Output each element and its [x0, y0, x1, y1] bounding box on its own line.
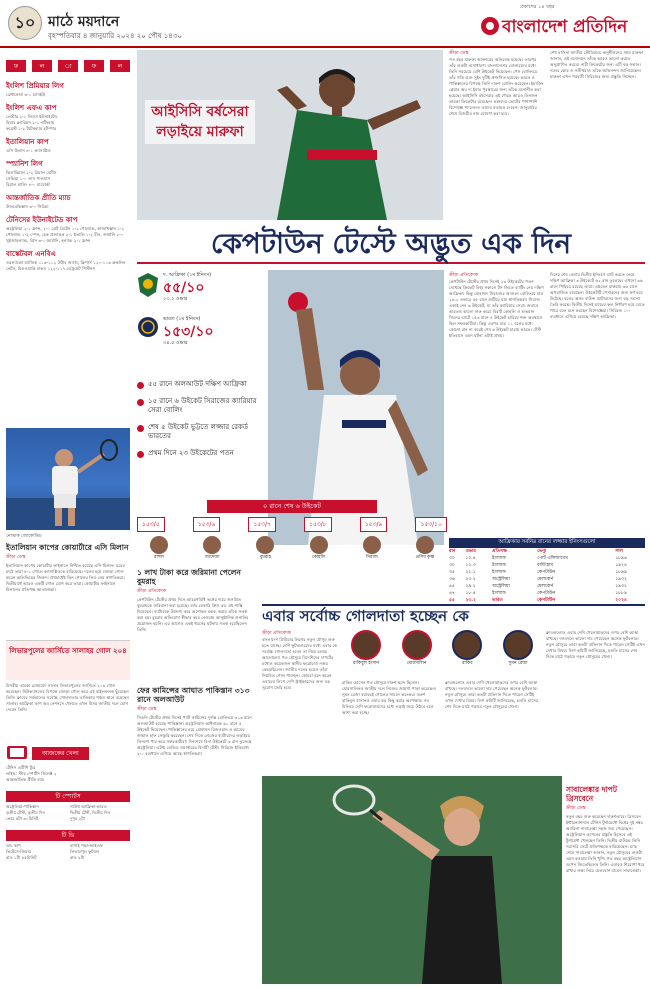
table-row: ৩০ ১২.৪ ইংল্যান্ড পোর্ট এলিজাবেথ ১৮৯৬	[449, 556, 627, 561]
result-item	[6, 136, 130, 154]
djokovic-photo	[6, 428, 130, 530]
story-headline[interactable]: সাবালেঙ্কার দাপট ব্রিসবেনে	[566, 785, 617, 803]
main-story-body	[449, 272, 645, 534]
story-body: ক্লাবগুলোও এবার দেশি খেলোয়াড়দের ওপর বেশি আস্থা রাখছে। দলবদলে ভালো দাম পেয়েছেন অনেক ফুটবলার। নতুন মৌসুমে তারা কতটা প্রতিদান দিতে পারেন সেটিই এখন দেখার বিষয়। লিগ কমিটি জানিয়েছে, চলতি মাসের শেষ দিকে মাঠে গড়াবে নতুন মৌসুমের খেলা।	[546, 630, 645, 659]
goal-story-col1	[262, 630, 338, 770]
tv-program: বাসাই পদ্মা-আইএফ লিভারপুল ফুটবল রাত ২টা	[70, 843, 103, 860]
bullet-icon	[137, 399, 144, 406]
story-source: ক্রীড়া প্রতিবেদক	[262, 631, 291, 636]
data-table	[449, 548, 645, 604]
fow-player: জাদেজা	[190, 536, 234, 561]
player-card: মোরসালিন	[393, 630, 441, 676]
story-source: ক্রীড়া ডেস্ক	[6, 555, 26, 560]
key-points	[137, 380, 265, 500]
story-body: কেপটাউন টেস্টের প্রথম দিনেই ২৩ উইকেটের পতন দেখেছে ক্রিকেট বিশ্ব। সকালে টস জিতে ব্যাটিং নেয় দক্ষিণ আফ্রিকা। কিন্তু মোহাম্মদ সিরাজের আগুনে বোলিংয়ে মাত্র ২৩.২ ওভারে ৫৫ রানে গুটিয়ে যায় স্বাগতিকরা। সিরাজ একাই নেন ৬ উইকেট, যা তাঁর ক্যারিয়ার সেরা। জবাবে ভারতও ভালো শুরু করে। বিরাট কোহলি ও শুভমান গিলের ব্যাটে ১৫৩ রানে ৪ উইকেট হারিয়ে শক্ত অবস্থানে ছিল সফরকারীরা। কিন্তু এরপর মাত্র ১১ বলের মধ্যে কোনো রান না করেই শেষ ৬ উইকেট হারায় ভারত। টেস্ট ইতিহাসে এমন ঘটনা এটাই প্রথম।	[449, 279, 544, 338]
sidebar-tab: ফ	[84, 60, 104, 72]
sabalenka-photo	[262, 776, 562, 984]
table-header-row: রান ওভার প্রতিপক্ষ ভেন্যু সাল	[449, 549, 623, 554]
salah-box	[6, 640, 130, 680]
result-item	[6, 248, 130, 272]
player-avatar	[452, 630, 482, 660]
result-item	[6, 102, 130, 132]
story-source: ক্রীড়া ডেস্ক	[137, 707, 157, 712]
result-title: টেনিসের ইউনাইটেড কাপ	[6, 216, 78, 224]
sabalenka-story	[566, 785, 646, 984]
table-row: ৫৫ ২৩.২ ভারত কেপটাউন ২০২৪	[449, 598, 627, 603]
result-item	[6, 80, 130, 98]
tv-program: সাউথ আফ্রিকা-ভারত দ্বিতীয় টেস্ট, দ্বিতীয় দিন দুপুর ২টা	[70, 804, 110, 821]
innings-label: (১ম ইনিংস)	[176, 316, 201, 322]
team-overs: ৩৪.৫ ওভার	[163, 340, 188, 346]
fow-player: সিরাজ	[350, 536, 394, 561]
dateline: বৃহস্পতিবার ৪ জানুয়ারি ২০২৪ ২০ পৌষ ১৪৩০	[48, 32, 182, 40]
innings-label: (১ম ইনিংস)	[187, 272, 212, 278]
main-headline-bar	[137, 226, 645, 264]
section-name: মাঠে ময়দানে	[48, 14, 120, 30]
result-title: স্প্যানিশ লিগ	[6, 160, 43, 168]
key-point: ১৫ রানে ৬ উইকেট সিরাজের ক্যারিয়ার সেরা বোলিং	[137, 397, 265, 415]
story-headline[interactable]: ১ লাখ টাকা করে জরিমানা পেলেন বুমরাহ	[137, 568, 241, 586]
story-body: ইতালিয়ান কাপের কোয়ার্টার ফাইনালে নিশ্চিত হয়েছে এসি মিলান। ঘরের মাঠে তারা ৪-১ গোলে ক্যাসাগ্লিওকে হারিয়েছে। দলের হয়ে জোড়া গোল করেন অলিভিয়ের জিরুদ। প্রথমার্ধেই তিন গোলের লিড নেয় স্বাগতিকরা। দ্বিতীয়ার্ধে আরও একটি গোল যোগ করে তারা। কোয়ার্টার ফাইনালে মিলানের প্রতিপক্ষ আতালান্তা।	[6, 563, 125, 592]
table-title: আফ্রিকার সর্বনিম্ন রানের লজ্জার ইনিংসগুলো	[449, 538, 645, 548]
key-point: ৫৫ রানে অলআউট দক্ষিণ আফ্রিকা	[137, 380, 265, 389]
result-item	[6, 192, 130, 210]
goal-players	[342, 630, 542, 676]
tv-line: লাইভ: স্টার স্পোর্টস সিলেক্ট ২	[6, 771, 57, 776]
team-score: ৫৫/১০	[163, 280, 205, 296]
story-body: নতুন বছর শুরু করেছেন দারুণভাবে। ব্রিসবেন ইন্টারন্যাশনাল টেনিস টুর্নামেন্টে বিশ্বের দুই নম্বর অ্যারিনা সাবালেঙ্কা সহজ জয় পেয়েছেন। অস্ট্রেলিয়ান ওপেনের প্রস্তুতি হিসেবে এই টুর্নামেন্ট খেলছেন তিনি। দ্বিতীয় রাউন্ডে তিনি সরাসরি সেটে প্রতিপক্ষকে হারিয়েছেন। ম্যাচ শেষে সাবালেঙ্কা জানান, নতুন মৌসুমের শুরুটা এমন হওয়ায় তিনি খুশি। গত বছর অস্ট্রেলিয়ান ওপেন জিতেছিলেন তিনি। এবারও শিরোপা ধরে রাখার লক্ষ্য নিয়ে মেলবোর্ন যাবেন সাবালেঙ্কা।	[566, 814, 645, 873]
team2-score	[137, 316, 267, 348]
india-crest-icon	[137, 316, 159, 338]
story-body: কেপটাউন টেস্টের প্রথম দিনে আচরণবিধি ভঙ্গের দায়ে জসপ্রিত বুমরাহকে জরিমানা করা হয়েছে। ম্যাচ রেফারি ক্রিস ব্রড এই শাস্তি দিয়েছেন। ব্যাটারকে উদ্দেশ্য করে অশোভন মন্তব্য করায় তাঁকে সতর্ক করা হয়। বুমরাহ অভিযোগ স্বীকার করে নেওয়ায় আনুষ্ঠানিক শুনানির প্রয়োজন হয়নি। এর আগেও একই ধরনের ঘটনায় সতর্ক হয়েছিলেন তিনি।	[137, 597, 249, 632]
team1-score	[137, 272, 267, 304]
fow-score: ১৫৩/৮	[304, 517, 332, 532]
table-row: ৩৫ ২২.১ ইংল্যান্ড কেপটাউন ১৮৯৯	[449, 570, 627, 575]
team-name: ভারত	[163, 316, 175, 322]
fow-player: প্রসিধ কৃষ্ণ	[403, 536, 447, 561]
key-point: শেষ ৫ উইকেট ভুট্টতে লজ্জার রেকর্ড ভারতের	[137, 423, 265, 441]
results-list	[6, 80, 130, 425]
marufa-tag[interactable]: আইসিসি বর্ষসেরা লড়াইয়ে মারুফা	[145, 100, 255, 144]
tv-program: অস্ট্রেলিয়া-পাকিস্তান তৃতীয় টেস্ট, তৃতীয় দিন ভোর ৫টা ৩০মিনিট	[6, 804, 45, 821]
goal-headline[interactable]: এবার সর্বোচ্চ গোলদাতা হচ্ছেন কে	[262, 607, 469, 625]
story-source: ক্রীড়া প্রতিবেদক	[137, 589, 166, 594]
sidebar-header-tabs	[6, 60, 130, 74]
masthead-logo[interactable]	[480, 4, 642, 44]
player-avatar	[203, 536, 221, 554]
fow-score: ১৫৩/৬	[193, 517, 221, 532]
table-row: ৪৫ ২৯.২ অস্ট্রেলিয়া মেলবোর্ন ১৯৩২	[449, 584, 627, 589]
sidebar-tab: া	[58, 60, 78, 72]
result-text: অস্ট্রেলিয়া ২-১ ফ্রান্স, ২-০ গ্রেট ব্রিটেন ১-২ পোল্যান্ড, কাজাখস্তান ১-২ পোল্যান্ড ১-২ স্পেন, চেক প্রজাতন্ত্র ২-১ ইতালি ১-২ চীন, জার্মানি ২-০ সুইজারল্যান্ড, গ্রিস ৩-০ জার্মানি, হল্যান্ড ২-১ ফ্রান্স	[6, 226, 125, 243]
result-text: লেস্টার ২-১ লিডস ইউনাইটেড হিয়ার ক্ল্যারিয়ন ২-১ নটিংহাম ফরেস্ট ১-২ টটেনহ্যাম হটস্পার	[6, 114, 58, 131]
pakistan-story	[137, 686, 255, 786]
team-overs: ২৩.২ ওভার	[163, 296, 188, 302]
logo-text: বাংলাদেশ প্রতিদিন	[502, 17, 628, 37]
page-number-badge: ১০	[8, 6, 42, 40]
player-avatar	[416, 536, 434, 554]
team-score: ১৫৩/১০	[163, 324, 214, 340]
goal-story-cols	[342, 680, 542, 770]
story-body: শেখ হাসিনা জাতীয় স্টেডিয়ামে অনুশীলনের সময় মারুফা জানান, এই মনোনয়ন তাঁকে আরও ভালো করতে অনুপ্রাণিত করবে। নারী ক্রিকেটের জন্য এটি বড় সম্মান। দলের কোচ ও সতীর্থরাও তাঁকে অভিনন্দন জানিয়েছেন। মারুফা এখন পরবর্তী সিরিজের জন্য প্রস্তুতি নিচ্ছেন।	[550, 50, 644, 79]
tv-channel-header: টি ভি	[6, 830, 130, 841]
tv-header	[6, 744, 130, 762]
tv-program: ডাচ কাপ ভিটেসে-জিয়ার রাত ১টা ৪৫মিনিট	[6, 843, 37, 860]
result-title: ইংলিশ এফএ কাপ	[6, 104, 57, 112]
result-text: এসি মিলান ৪-১ ক্যাসাগ্লিও	[6, 148, 51, 153]
table-row: ৩৬ ২৩.২ অস্ট্রেলিয়া মেলবোর্ন ১৯৩২	[449, 577, 627, 582]
fow-score: ১৫৩/৯	[360, 517, 388, 532]
marufa-story	[449, 50, 645, 225]
fow-score: ১৫৩/১০	[415, 517, 447, 532]
table-row: ৪৭ ১৮.৪ ইংল্যান্ড কেপটাউন ১৮৮৯	[449, 591, 627, 596]
photo-caption: নোভাক জোকোভিচ	[6, 534, 42, 539]
result-title: আন্তর্জাতিক প্রীতি ম্যাচ	[6, 194, 71, 202]
key-point: প্রথম দিনে ২৩ উইকেটের পতন	[137, 449, 265, 458]
fow-score: ১৫৩/৫	[137, 517, 165, 532]
player-avatar	[402, 630, 432, 660]
logo-emblem-icon	[480, 16, 500, 36]
story-body: মিসরীয় তারকা মোহামেদ সালাহ লিভারপুলের জার্সিতে ২০৪ গোল করেছেন। নিউক্যাসলের বিপক্ষে জোড়া গোল করে এই মাইলফলক ছুঁয়েছেন তিনি। ক্লাবের সর্বকালের সর্বোচ্চ গোলদাতার তালিকায় পঞ্চম স্থানে রয়েছেন সালাহ। আফ্রিকা কাপ অব নেশনসে খেলতে এখন মিসর জাতীয় দলে যোগ দেবেন তিনি।	[6, 683, 129, 712]
fall-of-wickets	[137, 500, 447, 566]
story-body: বাংলাদেশ প্রিমিয়ার লিগের নতুন মৌসুম শুরু হতে যাচ্ছে। দেশি ফুটবলারদের মধ্যে এবার কে সর্বোচ্চ গোলদাতা হবেন তা নিয়ে চলছে আলোচনা। গত মৌসুমে বিদেশিদের দাপটের মধ্যেও কয়েকজন স্থানীয় ফরোয়ার্ড নজর কেড়েছিলেন। জাতীয় দলের হয়েও তাঁরা নিয়মিত গোল পাচ্ছেন। কোচরা মনে করেন এবারের লিগে দেশি স্ট্রাইকারদের জন্য বড় সুযোগ তৈরি হবে।	[262, 637, 338, 690]
result-title: বাস্কেটবল এনবিএ	[6, 250, 56, 258]
story-body: দিনের শেষ বেলায় দ্বিতীয় ইনিংসে ব্যাট করতে নেমে দক্ষিণ আফ্রিকা ৩ উইকেটে ৬২ রান তুলেছে। এখনো ৩৬ রানে পিছিয়ে রয়েছে তারা। এইডেন মার্করাম ৩৬ রানে অপরাজিত রয়েছেন। উইকেটটি পেসারদের জন্য স্বর্গ হয়ে উঠেছে। বলের অসম বাউন্স ব্যাটারদের জন্য বড় সমস্যা তৈরি করছে। দ্বিতীয় দিনেই ম্যাচের ফল নির্ধারণ হয়ে যেতে পারে বলে মনে করছেন বিশেষজ্ঞরা। সিরিজে ১-০ ব্যবধানে এগিয়ে রয়েছে দক্ষিণ আফ্রিকা।	[550, 272, 645, 319]
main-headline[interactable]: কেপটাউন টেস্টে অদ্ভুত এক দিন	[210, 227, 572, 260]
result-item	[6, 214, 130, 244]
story-source: ক্রীড়া প্রতিবেদক	[449, 273, 478, 278]
sidebar-tab: ল	[32, 60, 52, 72]
result-text: ব্রেন্টফোর্ড ৩-১ ম্যানইউ	[6, 92, 46, 97]
story-body: সিডনি টেস্টের প্রথম দিনেই প্যাট কামিন্সের দুর্দান্ত বোলিংয়ে ৩১৩ রানে অলআউট হয়েছে পাকিস্তান। অস্ট্রেলিয়ান অধিনায়ক ৬১ রানে ৫ উইকেট নিয়েছেন। পাকিস্তানের হয়ে মোহাম্মদ রিজওয়ান ও আমের জামাল হাফ সেঞ্চুরি করেছেন। শেষ দিকে লেজের ব্যাটারদের লড়াইয়ে তিনশো পার করে সফরকারীরা। দিনশেষে বিনা উইকেটে ৬ রান তুলেছে অস্ট্রেলিয়া। এটাই ডেভিড ওয়ার্নারের বিদায়ী টেস্ট। সিরিজে ইতিমধ্যে ২-০ ব্যবধানে এগিয়ে আছে স্বাগতিকরা।	[137, 715, 252, 756]
scoreboard	[137, 272, 267, 372]
story-headline[interactable]: লিভারপুলের জার্সিতে সালাহর গোল ২০৪	[9, 647, 127, 655]
player-card: রাকিবুল হাসান	[342, 630, 390, 676]
fow-players	[137, 536, 447, 561]
player-avatar	[363, 536, 381, 554]
fow-player: বুমরাহ	[243, 536, 287, 561]
player-card: সুমন রেজা	[494, 630, 542, 676]
result-text: উজবেকিস্তান ৩-০ সিরিয়া	[6, 204, 49, 209]
fow-player: রাহুল	[137, 536, 181, 561]
player-avatar	[150, 536, 168, 554]
fow-player: কোহলি	[297, 536, 341, 561]
story-headline[interactable]: ফের কামিন্সের আঘাত পাকিস্তান ৩১৩ রানে অলআউট	[137, 686, 250, 704]
fow-score: ১৫৩/৭	[248, 517, 276, 532]
player-avatar	[256, 536, 274, 554]
sidebar-tab: ফ	[6, 60, 26, 72]
story-body: গত বছর মারুফা আক্তারের অভিষেক হয়েছে। তারপর তাঁর শুরুটা অসাধারণ। বাংলাদেশের বোলারদের মধ্যে তিনি সবচেয়ে বেশি উইকেট নিয়েছেন। পেস বোলিংয়ে তাঁর গতি এবং সুইং দুটিই প্রশংসিত হয়েছে। ভারত ও পাকিস্তানের বিপক্ষে তিনি দারুণ বোলিং করেছেন। ইমার্জিং প্লেয়ার অব দ্য ইয়ার পুরস্কারের জন্য তাঁকে মনোনীত করা হয়েছে। আইসিসি বর্ষসেরার এই দৌড়ে আরও তিনজন তারকা ক্রিকেটার রয়েছেন। ভক্তদের ভোটের পাশাপাশি বিশেষজ্ঞ প্যানেলও তাদের মতামত দেবেন। জানুয়ারির শেষে বিজয়ীর নাম ঘোষণা করা হবে।	[449, 57, 544, 116]
result-text: ভিলারিয়াল ২-২ রিয়াল বেটিস সেভিয়া ১-০ লাস পালমাস রিয়াল মাদ্রিদ ৪-০ মায়োর্কা	[6, 170, 57, 187]
fow-scores	[137, 517, 447, 532]
story-body: ক্লাবগুলোও এবার দেশি খেলোয়াড়দের ওপর বেশি আস্থা রাখছে। দলবদলে ভালো দাম পেয়েছেন অনেক ফুটবলার। নতুন মৌসুমে তারা কতটা প্রতিদান দিতে পারেন সেটিই এখন দেখার বিষয়। লিগ কমিটি জানিয়েছে, চলতি মাসের শেষ দিকে মাঠে গড়াবে নতুন মৌসুমের খেলা।	[445, 680, 539, 709]
bullet-icon	[137, 425, 144, 432]
tv-channel-header: টি স্পোর্টস	[6, 791, 130, 802]
result-item	[6, 158, 130, 188]
lowest-totals-table	[449, 538, 645, 602]
sidebar-tab: ল	[110, 60, 130, 72]
player-avatar	[351, 630, 381, 660]
team-name: দ. আফ্রিকা	[163, 272, 186, 278]
story-headline[interactable]: ইতালিয়ান কাপের কোয়ার্টারে এসি মিলান	[6, 543, 129, 552]
fow-title: ০ রানে শেষ ৬ উইকেট	[207, 500, 377, 513]
story-source: ক্রীড়া ডেস্ক	[566, 806, 586, 811]
tv-line: আন্তর্জাতিক প্রীতি ম্যাচ	[6, 777, 45, 782]
player-avatar	[310, 536, 328, 554]
tv-line: টেনিস এটিপি ট্যুর	[6, 765, 36, 770]
table-row: ৩০ ১২.৩ ইংল্যান্ড বার্মিংহাম ১৯২৪	[449, 563, 627, 568]
logo-tagline: প্রকাশের ১৪ বছর	[520, 4, 555, 10]
player-avatar	[503, 630, 533, 660]
milan-story	[6, 543, 130, 603]
player-card: রাকিব	[443, 630, 491, 676]
tv-schedule	[6, 744, 130, 984]
marufa-tag-overlay	[145, 100, 255, 144]
goal-headline-bar	[262, 604, 645, 626]
bullet-icon	[137, 451, 144, 458]
story-body: রাকিব হোসেন গত মৌসুমে দারুণ ছন্দে ছিলেন। মোরসালিনও জাতীয় দলে নিজের জায়গা পাকা করেছেন। সুমন রেজা বরাবরই গোলের সামনে ভয়ংকর। তরুণ রাকিবুল হাসানও এবার বড় কিছু করার অপেক্ষায়। সব মিলিয়ে দেশি ফরোয়ার্ডদের মধ্যে লড়াই জমে উঠবে বলে আশা করা হচ্ছে।	[342, 680, 437, 715]
story-source: ক্রীড়া ডেস্ক	[449, 51, 469, 56]
result-text: ওরল্যান্ডো ম্যাজিক ১১৬-১১২ উটাহ জ্যাজ, ক্লিপার্স ১২০-১০৬ ব্রুকলিন নেটস, মিলওয়াকি বাকস ১২২-১১৭ ডেট্রয়েট পিস্টনস	[6, 260, 126, 271]
tv-icon	[6, 744, 28, 762]
result-title: ইতালিয়ান কাপ	[6, 138, 49, 146]
tv-header-label: আজকের খেলা	[32, 747, 89, 760]
south-africa-crest-icon	[137, 272, 159, 298]
result-title: ইংলিশ প্রিমিয়ার লিগ	[6, 82, 64, 90]
bullet-icon	[137, 382, 144, 389]
